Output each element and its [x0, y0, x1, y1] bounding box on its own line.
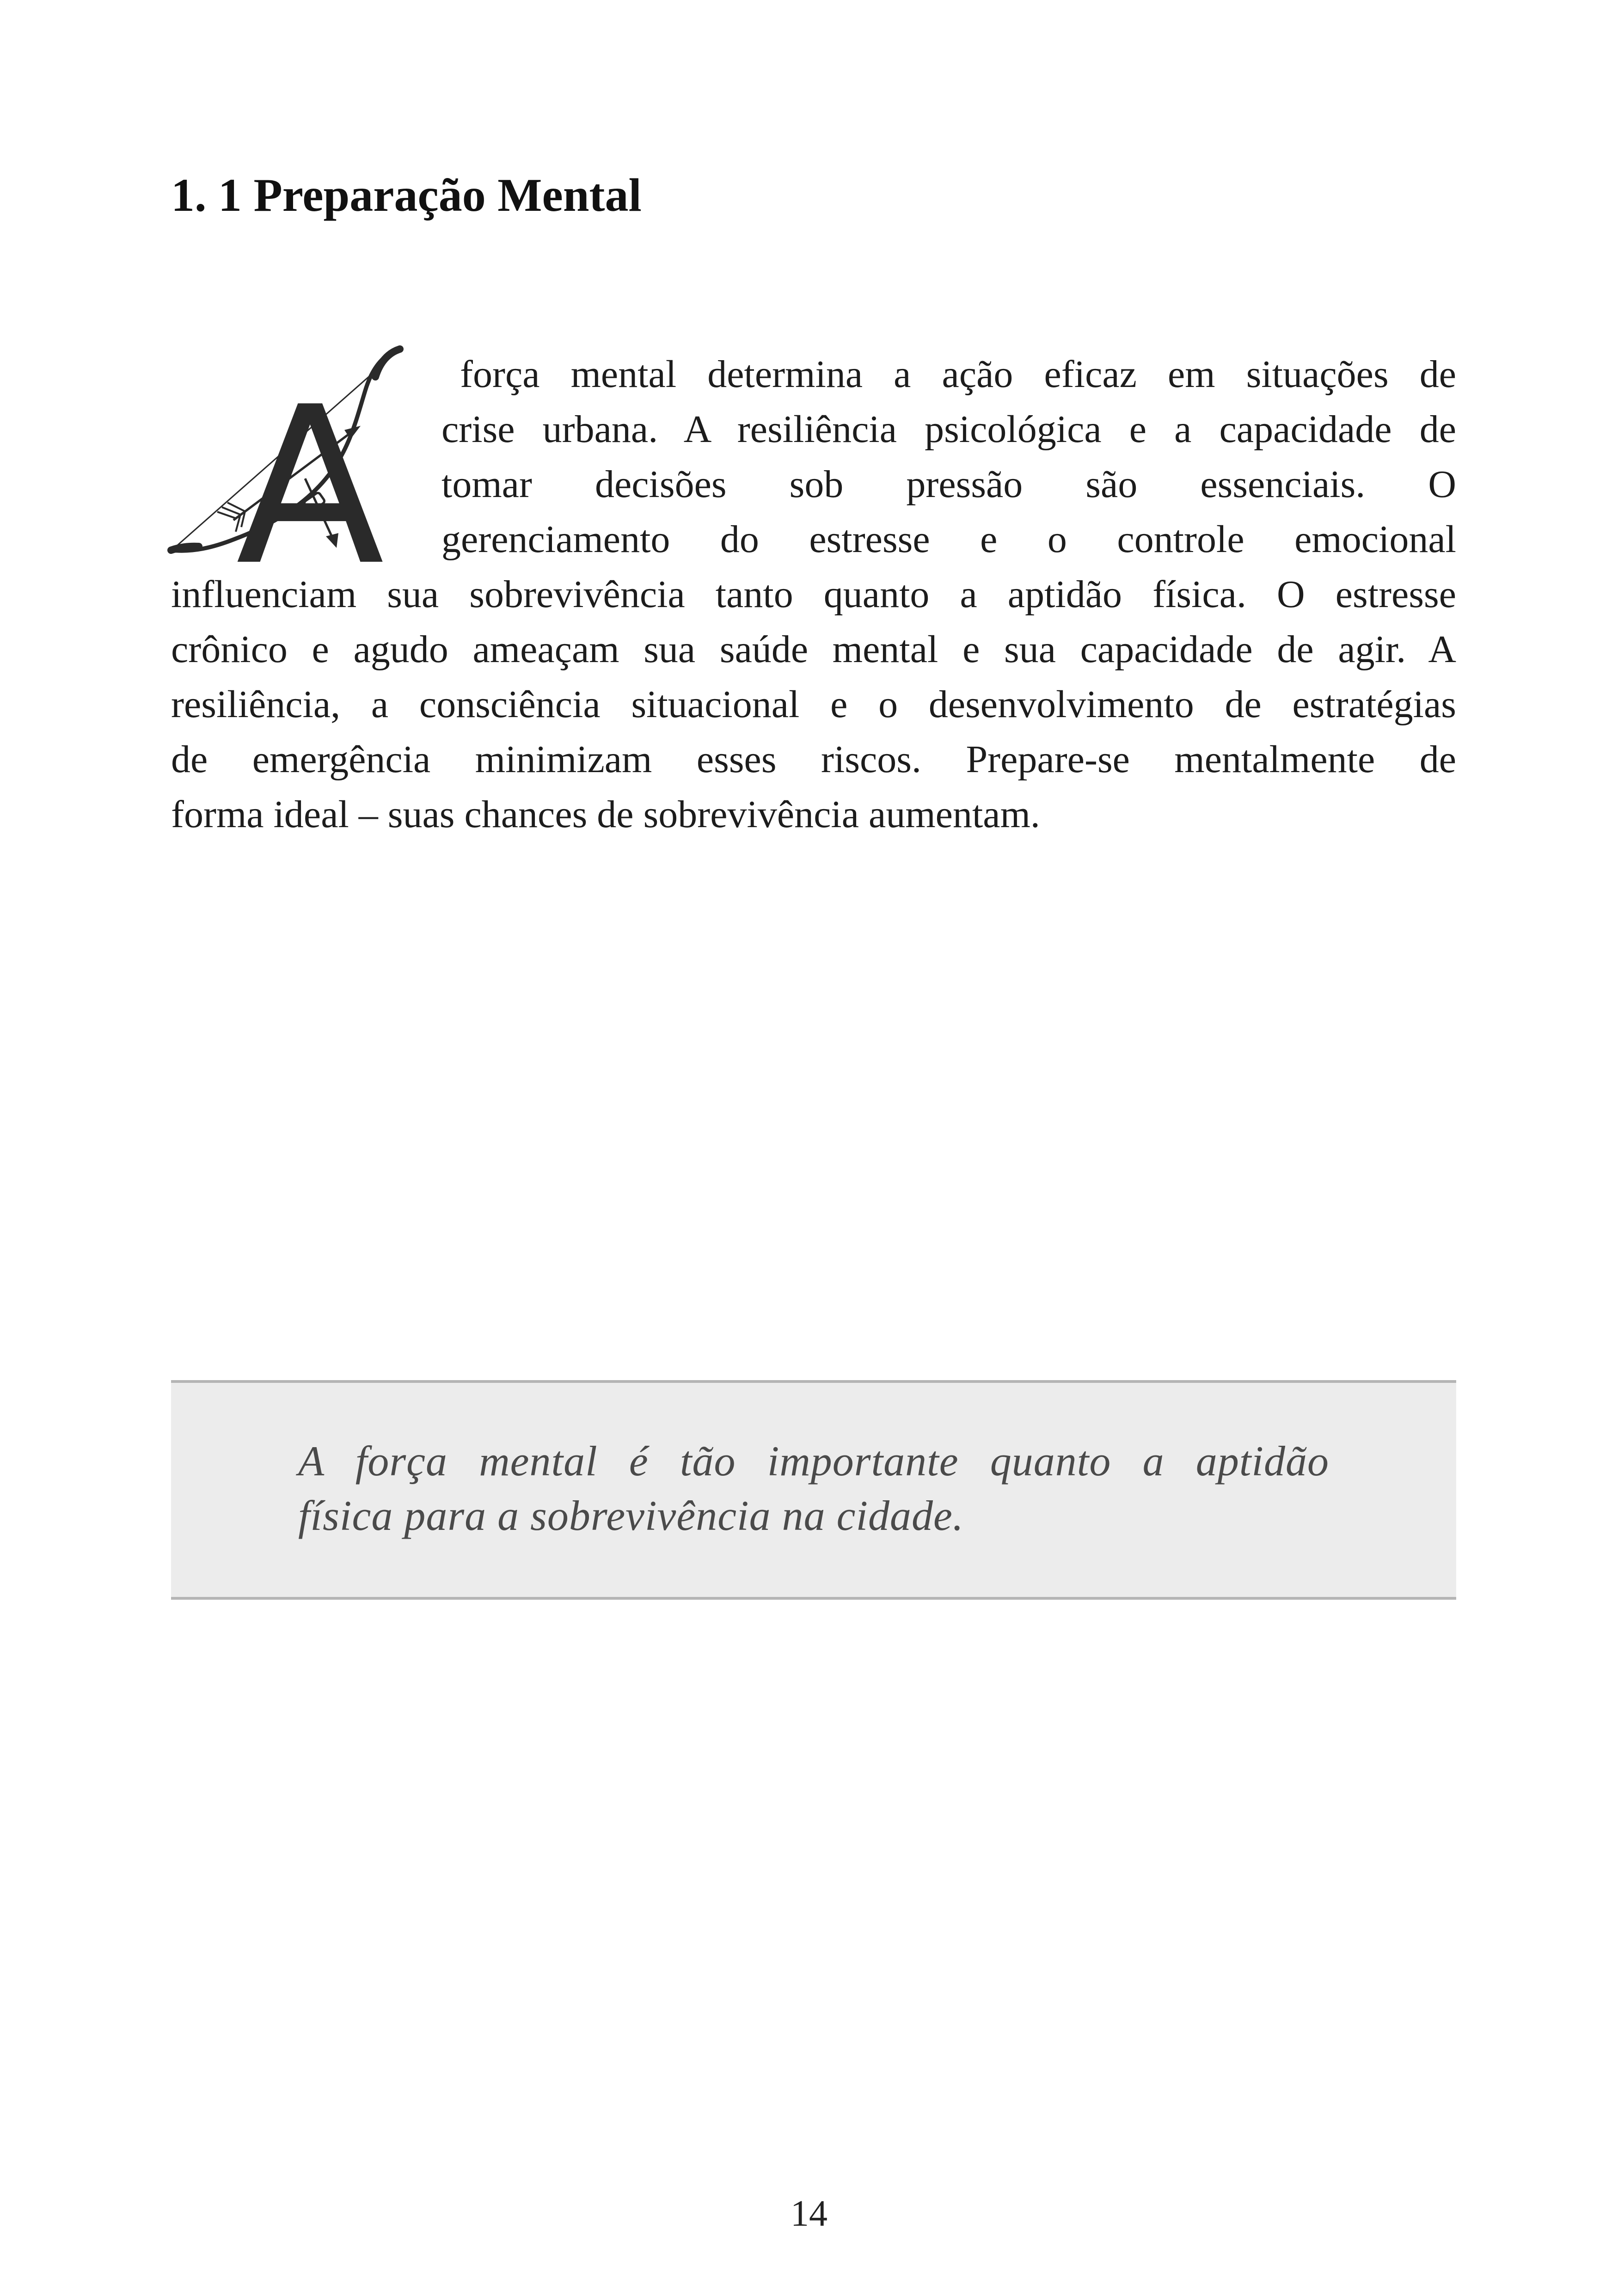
body-line: forma ideal – suas chances de sobrevivência aumentam. — [171, 793, 1040, 836]
page-number: 14 — [791, 2193, 827, 2234]
callout-box — [171, 1380, 1456, 1600]
body-line: resiliência, a consciência situacional e o desenvolvimento de estratégias — [171, 683, 1456, 726]
body-line: gerenciamento do estresse e o controle emocional — [441, 518, 1456, 561]
body-line: crise urbana. A resiliência psicológica e a capacidade de — [441, 408, 1456, 451]
body-line: crônico e agudo ameaçam sua saúde mental e sua capacidade de agir. A — [171, 628, 1456, 671]
dropcap-letter: A — [236, 360, 385, 580]
section-title: 1. 1 Preparação Mental — [171, 169, 642, 221]
callout-line: A força mental é tão importante quanto a aptidão — [298, 1437, 1329, 1485]
body-line: de emergência minimizam esses riscos. Prepare-se mentalmente de — [171, 738, 1456, 781]
body-line: influenciam sua sobrevivência tanto quanto a aptidão física. O estresse — [171, 573, 1456, 616]
callout-quote — [298, 1434, 1329, 1543]
body-line: tomar decisões sob pressão são essenciais. O — [441, 463, 1456, 506]
callout-line: física para a sobrevivência na cidade. — [298, 1492, 964, 1539]
body-paragraph — [171, 347, 1456, 842]
body-line: força mental determina a ação eficaz em situações de — [460, 353, 1456, 396]
